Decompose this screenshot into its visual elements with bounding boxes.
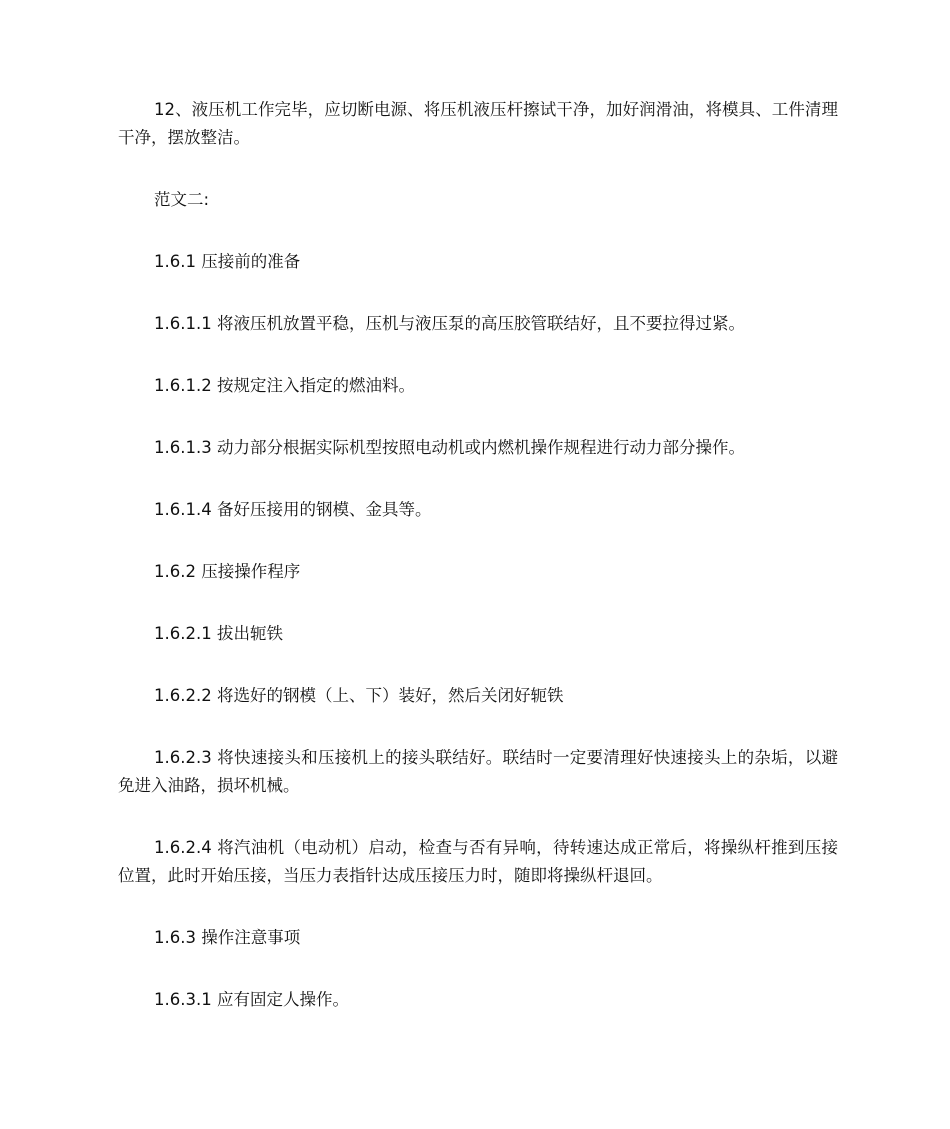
section-heading-1-6-3: 1.6.3 操作注意事项 bbox=[154, 928, 301, 947]
paragraph-1-6-1-2: 1.6.1.2 按规定注入指定的燃油料。 bbox=[154, 376, 415, 395]
document-page bbox=[118, 96, 838, 1048]
paragraph-1-6-2-2: 1.6.2.2 将选好的钢模（上、下）装好，然后关闭好轭铁 bbox=[154, 686, 564, 705]
section-heading-1-6-2: 1.6.2 压接操作程序 bbox=[154, 562, 301, 581]
paragraph-1-6-1-1: 1.6.1.1 将液压机放置平稳，压机与液压泵的高压胶管联结好，且不要拉得过紧。 bbox=[154, 314, 745, 333]
paragraph-1-6-2-3: 1.6.2.3 将快速接头和压接机上的接头联结好。联结时一定要清理好快速接头上的杂垢，以避免进入油路，损坏机械。 bbox=[118, 748, 838, 795]
paragraph-1-6-1-3: 1.6.1.3 动力部分根据实际机型按照电动机或内燃机操作规程进行动力部分操作。 bbox=[154, 438, 745, 457]
paragraph-shutdown-step-12: 12、液压机工作完毕，应切断电源、将压机液压杆擦试干净，加好润滑油，将模具、工件清理干净，摆放整洁。 bbox=[118, 100, 838, 147]
paragraph-sample-two-heading: 范文二: bbox=[154, 190, 210, 209]
section-heading-1-6-1: 1.6.1 压接前的准备 bbox=[154, 252, 301, 271]
paragraph-1-6-2-4: 1.6.2.4 将汽油机（电动机）启动，检查与否有异响，待转速达成正常后，将操纵杆推到压接位置，此时开始压接，当压力表指针达成压接压力时，随即将操纵杆退回。 bbox=[118, 838, 838, 885]
paragraph-1-6-2-1: 1.6.2.1 拔出轭铁 bbox=[154, 624, 283, 643]
paragraph-1-6-1-4: 1.6.1.4 备好压接用的钢模、金具等。 bbox=[154, 500, 432, 519]
paragraph-1-6-3-1: 1.6.3.1 应有固定人操作。 bbox=[154, 990, 349, 1009]
